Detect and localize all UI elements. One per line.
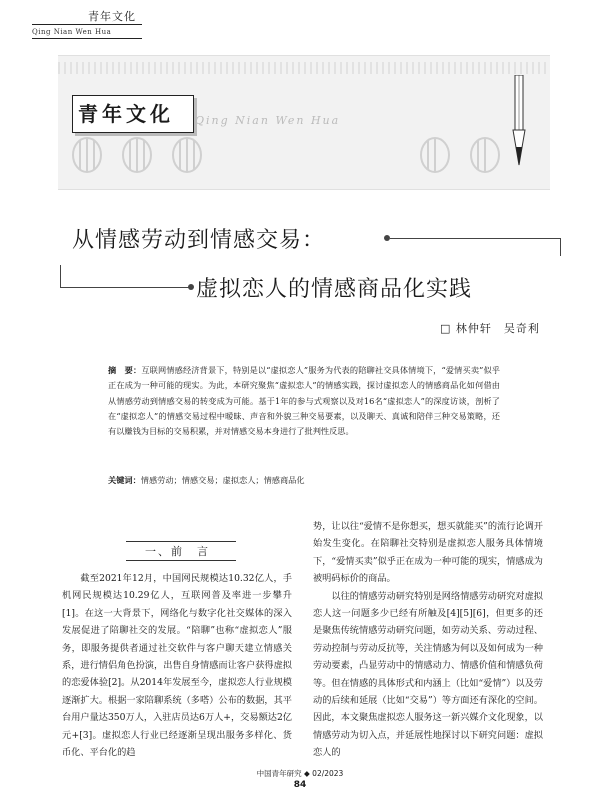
journal-header-subtitle: Qing Nian Wen Hua (32, 28, 112, 36)
header-rule (32, 24, 142, 25)
article-title-line1: 从情感劳动到情感交易： (72, 228, 326, 253)
banner-decoration (410, 135, 510, 175)
abstract (108, 363, 500, 439)
journal-footer: 中国青年研究 ◆ 02/2023 (256, 769, 344, 778)
journal-header-title: 青年文化 (88, 10, 136, 23)
paragraph: 以往的情感劳动研究特别是网络情感劳动研究对虚拟恋人这一问题多少已经有所触及[4][5][6]，但更多的还是聚焦传统情感劳动研究问题，如劳动关系、劳动过程、劳动控制与劳动反抗等，关注情感为何以及如何成为一种劳动要素，凸显劳动中的情感动力、情感价值和情感负荷等。但在情感的具体形式和内涵上（比如“爱情”）以及劳动的后续和延展（比如“交易”）等方面还有深化的空间。因此，本文聚焦虚拟恋人服务这一新兴媒介文化现象，以情感劳动为切入点，并延展性地探讨以下研究问题：虚拟恋人的 (313, 590, 543, 759)
page-number: 84 (293, 780, 307, 790)
title-rule (60, 287, 190, 288)
article-title-line2: 虚拟恋人的情感商品化实践 (196, 277, 473, 302)
keywords-label: 关键词： (108, 475, 141, 485)
title-rule (560, 238, 561, 256)
title-rule (390, 238, 560, 239)
authors: □ 林仲轩 吴奇利 (440, 322, 540, 335)
banner-decoration (62, 135, 212, 175)
abstract-text: 互联网情感经济背景下，特别是以“虚拟恋人”服务为代表的陪聊社交具体情境下，“爱情买卖”似乎正在成为一种可能的现实。为此，本研究聚焦“虚拟恋人”的情感实践，探讨虚拟恋人的情感商品化如何借由从情感劳动到情感交易的转变成为可能。基于1年的参与式观察以及对16名“虚拟恋人”的深度访谈，剖析了在“虚拟恋人”的情感交易过程中暧昧、声音和外貌三种交易要素，以及聊天、真诚和陪伴三种交易策略，还有以赚钱为目标的交易积累，并对情感交易本身进行了批判性反思。 (108, 365, 500, 437)
keywords (108, 475, 500, 486)
title-rule (60, 265, 61, 287)
left-column (62, 570, 292, 761)
right-column (313, 518, 543, 762)
pen-nib-icon (510, 75, 528, 170)
section-rule (126, 560, 236, 561)
section-rule (126, 541, 236, 542)
section-title: 一、前 言 (145, 545, 210, 558)
banner-caption-english: Qing Nian Wen Hua (195, 114, 341, 127)
abstract-label: 摘 要： (108, 365, 142, 375)
paragraph: 截至2021年12月，中国网民规模达10.32亿人，手机网民规模达10.29亿人，互联网普及率进一步攀升[1]。在这一大背景下，网络化与数字化社交媒体的深入发展促进了陪聊社交的发展。“陪聊”也称“虚拟恋人”服务，即服务提供者通过社交软件与客户聊天建立情感关系，进行情侣角色扮演，出售自身情感而让客户获得虚拟的恋爱体验[2]。从2014年发展至今，虚拟恋人行业规模逐渐扩大。根据一家陪聊系统（多嗒）公布的数据，其平台用户量达350万人，入驻店员达6万人+，交易额达2亿元+[3]。虚拟恋人行业已经逐渐呈现出服务多样化、货币化、平台化的趋 (62, 573, 292, 759)
title-dot (188, 284, 194, 290)
header-rule (32, 38, 142, 39)
paragraph: 势，让以往“爱情不是你想买，想买就能买”的流行论调开始发生变化。在陪聊社交特别是虚拟恋人服务具体情境下，“爱情买卖”似乎正在成为一种可能的现实，情感成为被明码标价的商品。 (313, 521, 543, 585)
banner-stripe (58, 62, 550, 74)
keywords-text: 情感劳动；情感交易；虚拟恋人；情感商品化 (140, 475, 305, 485)
banner-caption: 青年文化 (78, 102, 174, 126)
